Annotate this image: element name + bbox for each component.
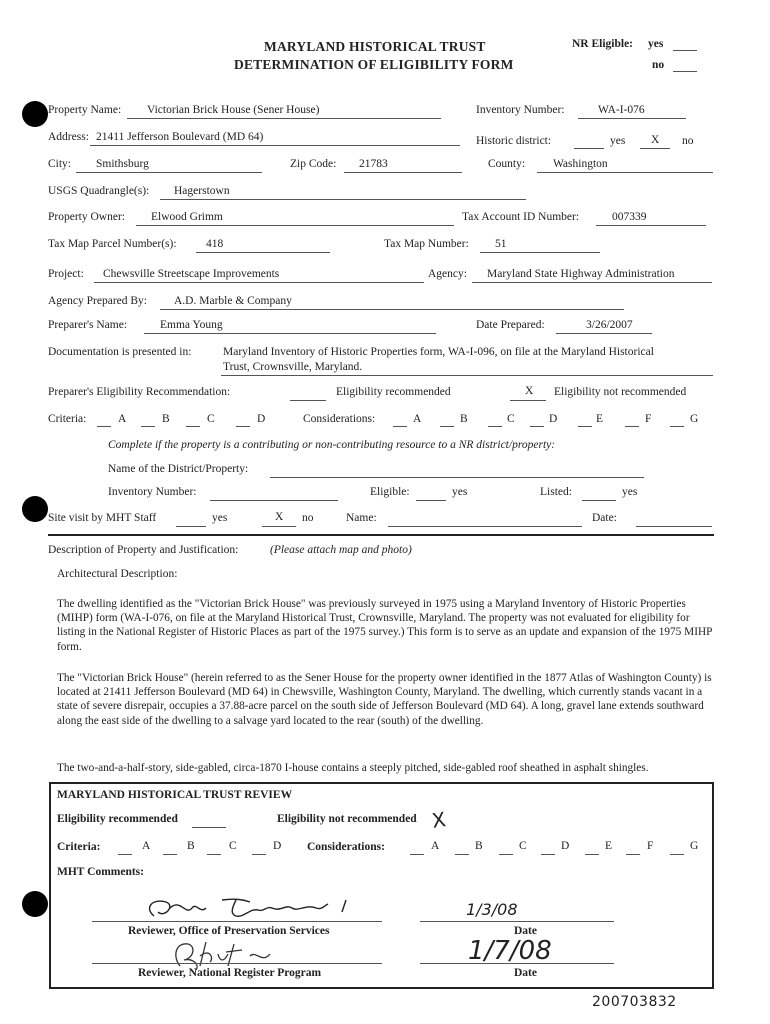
nr-eligible-label: NR Eligible: xyxy=(572,38,634,50)
considerations-g: G xyxy=(690,413,699,425)
attach-note: (Please attach map and photo) xyxy=(270,544,412,556)
form-title-line1: MARYLAND HISTORICAL TRUST xyxy=(264,39,486,54)
historic-district-label: Historic district: xyxy=(476,135,552,147)
property-name-value: Victorian Brick House (Sener House) xyxy=(147,104,320,116)
tax-account-label: Tax Account ID Number: xyxy=(462,211,580,223)
eligibility-x-mark: X xyxy=(525,385,534,397)
project-value: Chewsville Streetscape Improvements xyxy=(103,268,280,280)
property-owner-value: Elwood Grimm xyxy=(151,211,223,223)
date-prepared-value: 3/26/2007 xyxy=(586,319,633,331)
considerations-f: F xyxy=(645,413,652,425)
form-title-line2: DETERMINATION OF ELIGIBILITY FORM xyxy=(234,57,514,72)
zip-label: Zip Code: xyxy=(290,158,337,170)
district-listed-yes: yes xyxy=(622,486,638,498)
inventory-number-value: WA-I-076 xyxy=(598,104,645,116)
district-name-label: Name of the District/Property: xyxy=(108,463,249,475)
criteria-a: A xyxy=(118,413,127,425)
parcel-value: 418 xyxy=(206,238,224,250)
description-paragraph-3: The two-and-a-half-story, side-gabled, circa-1870 I-house contains a steeply pitched, side-gabled roof sheathed in asphalt shingles. xyxy=(57,762,649,774)
historic-district-x: X xyxy=(651,134,660,146)
tax-map-value: 51 xyxy=(495,238,507,250)
reviewer-1-label: Reviewer, Office of Preservation Services xyxy=(128,925,330,937)
review-considerations-c: C xyxy=(519,840,527,852)
eligibility-not-recommended: Eligibility not recommended xyxy=(554,386,687,398)
address-value: 21411 Jefferson Boulevard (MD 64) xyxy=(96,131,264,143)
site-visit-no: no xyxy=(302,512,314,524)
review-considerations-label: Considerations: xyxy=(307,841,385,853)
district-inventory-label: Inventory Number: xyxy=(108,486,197,498)
district-listed-label: Listed: xyxy=(540,486,572,498)
preparer-name-label: Preparer's Name: xyxy=(48,319,128,331)
mht-comments-label: MHT Comments: xyxy=(57,866,144,878)
historic-district-yes: yes xyxy=(610,135,626,147)
documentation-line1: Maryland Inventory of Historic Properties form, WA-I-096, on file at the Maryland Historical xyxy=(223,346,654,358)
considerations-e: E xyxy=(596,413,604,425)
review-criteria-label: Criteria: xyxy=(57,841,101,853)
binder-hole-1 xyxy=(22,101,48,127)
binder-hole-3 xyxy=(22,891,48,917)
usgs-value: Hagerstown xyxy=(174,185,230,197)
binder-hole-2 xyxy=(22,496,48,522)
county-value: Washington xyxy=(553,158,608,170)
prepared-by-value: A.D. Marble & Company xyxy=(174,295,292,307)
architectural-description-label: Architectural Description: xyxy=(57,568,178,580)
tax-account-value: 007339 xyxy=(612,211,647,223)
inventory-number-label: Inventory Number: xyxy=(476,104,565,116)
considerations-d: D xyxy=(549,413,558,425)
review-criteria-c: C xyxy=(229,840,237,852)
considerations-label: Considerations: xyxy=(303,413,376,425)
reviewer-2-label: Reviewer, National Register Program xyxy=(138,967,322,979)
considerations-c: C xyxy=(507,413,515,425)
property-owner-label: Property Owner: xyxy=(48,211,125,223)
review-date-2-label: Date xyxy=(514,967,537,979)
review-considerations-a: A xyxy=(431,840,440,852)
review-considerations-g: G xyxy=(690,840,699,852)
description-label: Description of Property and Justification: xyxy=(48,544,239,556)
criteria-c: C xyxy=(207,413,215,425)
district-eligible-label: Eligible: xyxy=(370,486,410,498)
criteria-label: Criteria: xyxy=(48,413,87,425)
review-date-1-label: Date xyxy=(514,925,537,937)
preparer-name-value: Emma Young xyxy=(160,319,223,331)
nr-eligible-yes: yes xyxy=(648,38,664,50)
review-considerations-b: B xyxy=(475,840,483,852)
review-x-mark: X xyxy=(430,807,448,833)
recommendation-label: Preparer's Eligibility Recommendation: xyxy=(48,386,231,398)
nr-eligible-no: no xyxy=(652,59,665,71)
documentation-label: Documentation is presented in: xyxy=(48,346,192,358)
historic-district-no: no xyxy=(682,135,694,147)
property-name-label: Property Name: xyxy=(48,104,122,116)
address-label: Address: xyxy=(48,131,89,143)
review-date-1-value: 1/3/08 xyxy=(466,900,518,919)
agency-value: Maryland State Highway Administration xyxy=(487,268,675,280)
section-divider xyxy=(48,534,714,536)
prepared-by-label: Agency Prepared By: xyxy=(48,295,147,307)
site-visit-label: Site visit by MHT Staff xyxy=(48,512,157,524)
description-paragraph-1: The dwelling identified as the "Victorian Brick House" was previously surveyed in 1975 using a Maryland Inventory of Historic Properties (MIHP) form (WA-I-076, on file at the Maryland Historical Trust, Crownsville, Maryland. The property was not evaluated for eligibility for listing in the National Register of Historic Places as part of the 1975 survey.) This form is to serve as an update and expansion of the 1975 MIHP form. xyxy=(57,598,712,653)
reviewer-1-signature xyxy=(140,894,360,924)
district-eligible-yes: yes xyxy=(452,486,468,498)
city-label: City: xyxy=(48,158,72,170)
tax-map-label: Tax Map Number: xyxy=(384,238,469,250)
parcel-label: Tax Map Parcel Number(s): xyxy=(48,238,177,250)
documentation-line2: Trust, Crownsville, Maryland. xyxy=(223,361,363,373)
considerations-b: B xyxy=(460,413,468,425)
description-paragraph-2: The "Victorian Brick House" (herein referred to as the Sener House for the property owner identified in the 1877 Atlas of Washington County) is located at 21411 Jefferson Boulevard (MD 64) in Chewsville, Washington County, Maryland. The dwelling, which currently stands vacant in a state of severe disrepair, occupies a 37.88-acre parcel on the south side of Jefferson Boulevard (MD 64). A long, gravel lane extends southward along the east side of the dwelling to a salvage yard located to the rear (south) of the dwelling. xyxy=(57,672,712,727)
review-considerations-e: E xyxy=(605,840,613,852)
county-label: County: xyxy=(488,158,526,170)
site-visit-yes: yes xyxy=(212,512,228,524)
document-number: 200703832 xyxy=(592,994,677,1010)
city-value: Smithsburg xyxy=(96,158,149,170)
review-criteria-b: B xyxy=(187,840,195,852)
district-note: Complete if the property is a contributing or non-contributing resource to a NR district/property: xyxy=(108,439,556,451)
project-label: Project: xyxy=(48,268,84,280)
review-criteria-d: D xyxy=(273,840,282,852)
review-eligibility-recommended: Eligibility recommended xyxy=(57,813,178,825)
review-eligibility-not-recommended: Eligibility not recommended xyxy=(277,813,417,825)
review-considerations-d: D xyxy=(561,840,570,852)
site-visit-name-label: Name: xyxy=(346,512,377,524)
criteria-b: B xyxy=(162,413,170,425)
usgs-label: USGS Quadrangle(s): xyxy=(48,185,150,197)
date-prepared-label: Date Prepared: xyxy=(476,319,545,331)
eligibility-recommended: Eligibility recommended xyxy=(336,386,451,398)
criteria-d: D xyxy=(257,413,266,425)
agency-label: Agency: xyxy=(428,268,467,280)
review-title: MARYLAND HISTORICAL TRUST REVIEW xyxy=(57,789,293,801)
review-date-2-value: 1/7/08 xyxy=(468,936,552,966)
review-considerations-f: F xyxy=(647,840,654,852)
zip-value: 21783 xyxy=(359,158,388,170)
site-visit-x: X xyxy=(275,511,284,523)
considerations-a: A xyxy=(413,413,422,425)
site-visit-date-label: Date: xyxy=(592,512,617,524)
review-criteria-a: A xyxy=(142,840,151,852)
